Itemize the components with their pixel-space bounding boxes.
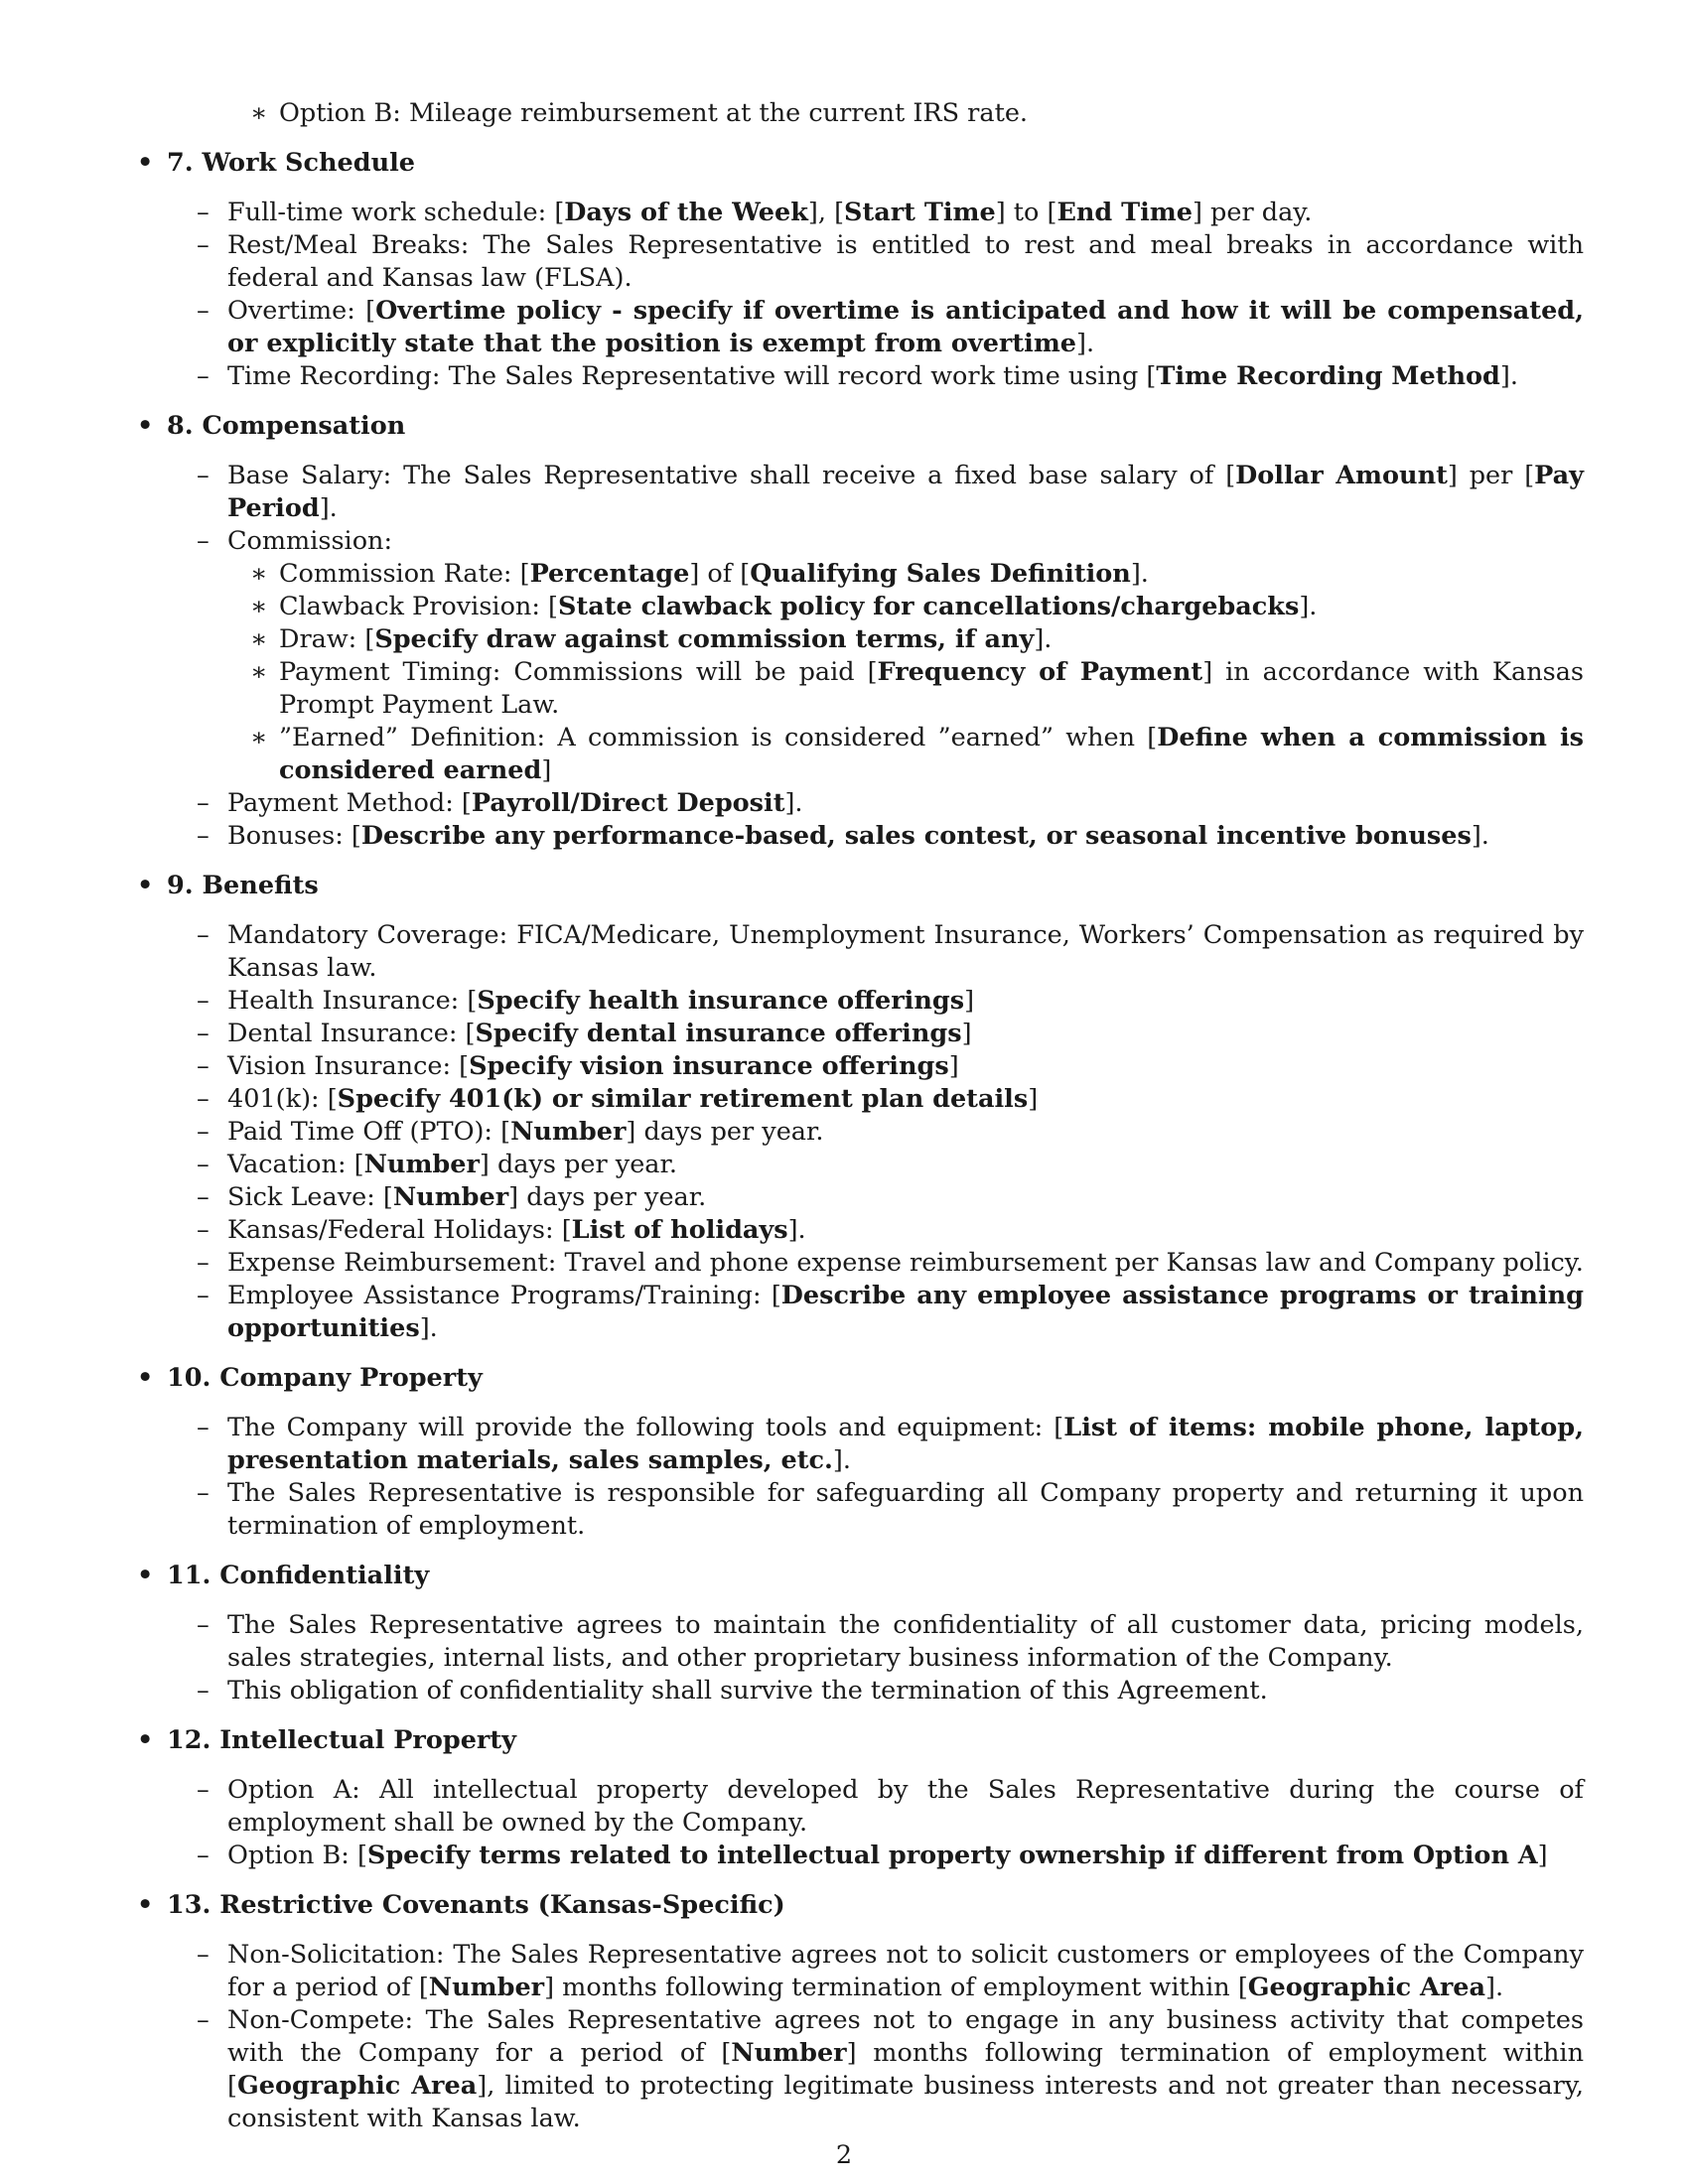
list-item: – Health Insurance: [Specify health insurance offerings] bbox=[197, 986, 975, 1016]
list-item: – Overtime: [Overtime policy - specify if overtime is anticipated and how it will be compensated, or explicitly state that the position is exempt from overtime]. bbox=[197, 296, 1584, 358]
list-item: – This obligation of confidentiality shall survive the termination of this Agreement. bbox=[197, 1676, 1268, 1706]
list-item: – Option B: [Specify terms related to intellectual property ownership if different from Option A] bbox=[197, 1841, 1548, 1870]
list-item: – Payment Method: [Payroll/Direct Deposit]. bbox=[197, 788, 803, 818]
star-marker: ∗ bbox=[250, 624, 268, 654]
list-item: – Non-Compete: The Sales Representative agrees not to engage in any business activity that competes with the Company for a period of [Number] months following termination of employment within [Geographic Area], limited to protecting legitimate business interests and not greater than necessary, consistent with Kansas law. bbox=[197, 2005, 1584, 2133]
star-marker: ∗ bbox=[250, 723, 268, 752]
dash-marker: – bbox=[197, 1117, 210, 1147]
bullet-marker: • bbox=[137, 1561, 154, 1590]
list-item: – Full-time work schedule: [Days of the Week], [Start Time] to [End Time] per day. bbox=[197, 198, 1313, 227]
list-item: – Time Recording: The Sales Representative will record work time using [Time Recording Method]. bbox=[197, 361, 1518, 391]
list-item: – Rest/Meal Breaks: The Sales Representative is entitled to rest and meal breaks in accordance with federal and Kansas law (FLSA). bbox=[197, 230, 1584, 293]
dash-marker: – bbox=[197, 920, 210, 950]
list-item: – Kansas/Federal Holidays: [List of holidays]. bbox=[197, 1215, 806, 1245]
page-number: 2 bbox=[835, 2140, 853, 2170]
dash-marker: – bbox=[197, 361, 210, 391]
dash-marker: – bbox=[197, 1841, 210, 1870]
bullet-marker: • bbox=[137, 411, 154, 441]
list-item: ∗ Clawback Provision: [State clawback policy for cancellations/chargebacks]. bbox=[250, 592, 1318, 621]
dash-marker: – bbox=[197, 986, 210, 1016]
list-item: – Commission: bbox=[197, 526, 393, 556]
dash-marker: – bbox=[197, 1281, 210, 1310]
bullet-marker: • bbox=[137, 148, 154, 178]
dash-marker: – bbox=[197, 1940, 210, 1970]
dash-marker: – bbox=[197, 1182, 210, 1212]
list-item: – Dental Insurance: [Specify dental insurance offerings] bbox=[197, 1019, 972, 1048]
list-item: – Paid Time Off (PTO): [Number] days per year. bbox=[197, 1117, 824, 1147]
star-marker: ∗ bbox=[250, 592, 268, 621]
bullet-marker: • bbox=[137, 1725, 154, 1755]
bullet-marker: • bbox=[137, 1363, 154, 1393]
star-marker: ∗ bbox=[250, 657, 268, 687]
section-work-schedule bbox=[0, 147, 1688, 393]
list-item: – Vision Insurance: [Specify vision insurance offerings] bbox=[197, 1051, 959, 1081]
list-item: – The Sales Representative is responsible for safeguarding all Company property and returning it upon termination of employment. bbox=[197, 1478, 1584, 1541]
dash-marker: – bbox=[197, 1019, 210, 1048]
list-item: – Mandatory Coverage: FICA/Medicare, Unemployment Insurance, Workers’ Compensation as required by Kansas law. bbox=[197, 920, 1584, 983]
section-heading: • 9. Benefits bbox=[137, 871, 319, 900]
list-item: – Bonuses: [Describe any performance-based, sales contest, or seasonal incentive bonuses]. bbox=[197, 821, 1489, 851]
list-item: – Base Salary: The Sales Representative shall receive a fixed base salary of [Dollar Amount] per [Pay Period]. bbox=[197, 461, 1584, 523]
section-benefits bbox=[0, 870, 1688, 1345]
section-heading: • 8. Compensation bbox=[137, 411, 406, 441]
section-company-property bbox=[0, 1362, 1688, 1543]
list-item: – Vacation: [Number] days per year. bbox=[197, 1150, 678, 1179]
list-item: – The Company will provide the following tools and equipment: [List of items: mobile phone, laptop, presentation materials, sales samples, etc.]. bbox=[197, 1413, 1584, 1475]
dash-marker: – bbox=[197, 2005, 210, 2035]
dash-marker: – bbox=[197, 1610, 210, 1640]
list-item: – Sick Leave: [Number] days per year. bbox=[197, 1182, 707, 1212]
dash-marker: – bbox=[197, 1676, 210, 1706]
list-item: ∗ Option B: Mileage reimbursement at the current IRS rate. bbox=[250, 98, 1029, 128]
section-restrictive-covenants bbox=[0, 1889, 1688, 2135]
dash-marker: – bbox=[197, 1084, 210, 1114]
bullet-marker: • bbox=[137, 1890, 154, 1920]
section-heading: • 11. Confidentiality bbox=[137, 1561, 430, 1590]
section-compensation bbox=[0, 410, 1688, 853]
star-marker: ∗ bbox=[250, 98, 268, 128]
list-item: – The Sales Representative agrees to maintain the confidentiality of all customer data, pricing models, sales strategies, internal lists, and other proprietary business information of the Company. bbox=[197, 1610, 1584, 1673]
section-confidentiality bbox=[0, 1560, 1688, 1707]
list-item: ∗ Draw: [Specify draw against commission terms, if any]. bbox=[250, 624, 1053, 654]
section-intellectual-property bbox=[0, 1724, 1688, 1872]
list-item: ∗ Commission Rate: [Percentage] of [Qualifying Sales Definition]. bbox=[250, 559, 1149, 589]
dash-marker: – bbox=[197, 1150, 210, 1179]
section-heading: • 13. Restrictive Covenants (Kansas-Specific) bbox=[137, 1890, 785, 1920]
list-item: – 401(k): [Specify 401(k) or similar retirement plan details] bbox=[197, 1084, 1039, 1114]
dash-marker: – bbox=[197, 788, 210, 818]
dash-marker: – bbox=[197, 526, 210, 556]
dash-marker: – bbox=[197, 1248, 210, 1278]
dash-marker: – bbox=[197, 1775, 210, 1805]
dash-marker: – bbox=[197, 1051, 210, 1081]
list-item: ∗ ”Earned” Definition: A commission is considered ”earned” when [Define when a commission is considered earned] bbox=[250, 723, 1584, 785]
list-item: – Expense Reimbursement: Travel and phone expense reimbursement per Kansas law and Company policy. bbox=[197, 1248, 1584, 1278]
section-heading: • 7. Work Schedule bbox=[137, 148, 416, 178]
list-item: – Non-Solicitation: The Sales Representative agrees not to solicit customers or employees of the Company for a period of [Number] months following termination of employment within [Geographic Area]. bbox=[197, 1940, 1584, 2002]
list-item: ∗ Payment Timing: Commissions will be paid [Frequency of Payment] in accordance with Kansas Prompt Payment Law. bbox=[250, 657, 1584, 720]
star-marker: ∗ bbox=[250, 559, 268, 589]
dash-marker: – bbox=[197, 821, 210, 851]
list-item: – Option A: All intellectual property developed by the Sales Representative during the course of employment shall be owned by the Company. bbox=[197, 1775, 1584, 1838]
dash-marker: – bbox=[197, 1215, 210, 1245]
dash-marker: – bbox=[197, 296, 210, 326]
dash-marker: – bbox=[197, 230, 210, 260]
dash-marker: – bbox=[197, 1478, 210, 1508]
section-heading: • 12. Intellectual Property bbox=[137, 1725, 516, 1755]
dash-marker: – bbox=[197, 198, 210, 227]
dash-marker: – bbox=[197, 461, 210, 490]
list-item: – Employee Assistance Programs/Training: [Describe any employee assistance programs or training opportunities]. bbox=[197, 1281, 1584, 1343]
bullet-marker: • bbox=[137, 871, 154, 900]
dash-marker: – bbox=[197, 1413, 210, 1442]
section-heading: • 10. Company Property bbox=[137, 1363, 483, 1393]
